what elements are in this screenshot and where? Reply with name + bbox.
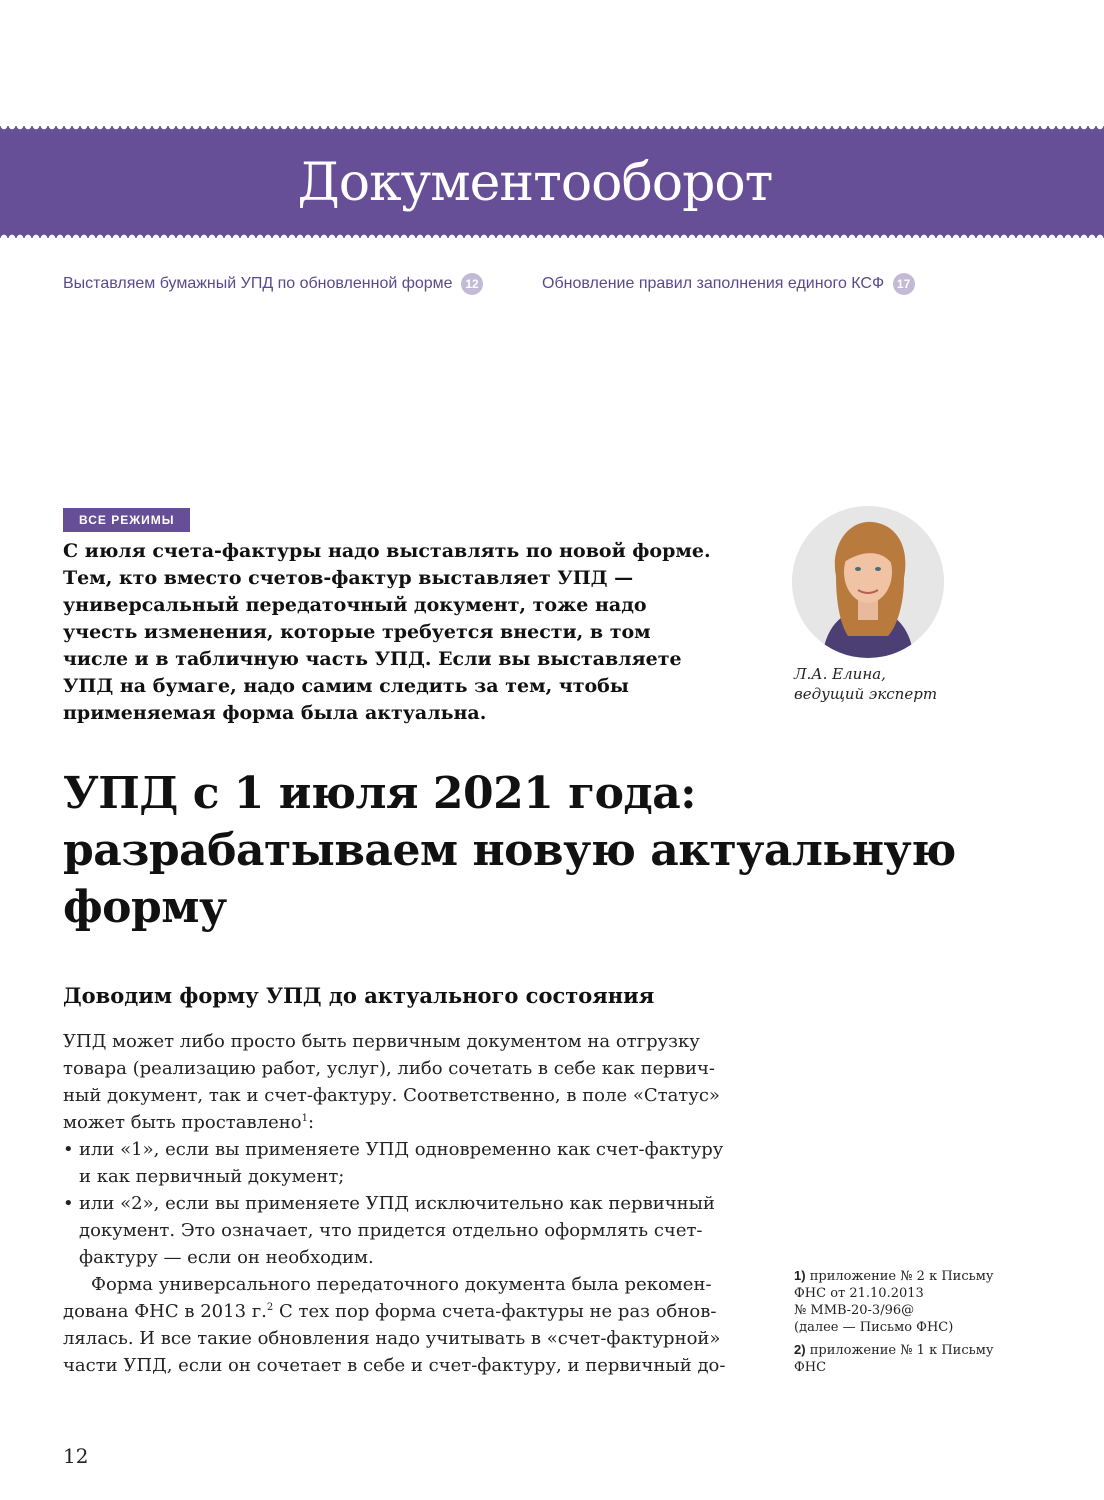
bullet-item <box>63 1136 753 1190</box>
body-text: : <box>307 1112 315 1133</box>
section-title: Документооборот <box>297 153 773 213</box>
page-number: 12 <box>63 1444 89 1468</box>
footnote-line: ФНС <box>794 1360 827 1375</box>
footnote-text: приложение № 2 к Письму <box>809 1269 994 1284</box>
author-role: ведущий эксперт <box>794 685 938 703</box>
title-line: форму <box>63 882 227 933</box>
body-line: УПД может либо просто быть первичным документом на отгрузку <box>63 1031 700 1052</box>
banner-scalloped-edge-bottom <box>0 234 1104 242</box>
footnote-line: № ММВ-20-3/96@ <box>794 1303 915 1318</box>
footnote-number: 2) <box>794 1342 806 1357</box>
footnote-line: (далее — Письмо ФНС) <box>794 1320 954 1335</box>
body-line: • или «2», если вы применяете УПД исключительно как первичный <box>79 1193 715 1214</box>
author-photo <box>792 506 944 658</box>
lead-line: Тем, кто вместо счетов-фактур выставляет УПД — <box>63 567 634 589</box>
cross-ref-1[interactable] <box>63 273 483 295</box>
article-body <box>63 1028 753 1379</box>
body-text: дована ФНС в 2013 г. <box>63 1301 267 1322</box>
regime-tag: ВСЕ РЕЖИМЫ <box>63 508 190 532</box>
body-line: • или «1», если вы применяете УПД одновременно как счет-фактуру <box>79 1139 724 1160</box>
author-caption <box>794 664 937 704</box>
footnote-text: приложение № 1 к Письму <box>809 1343 994 1358</box>
lead-line: С июля счета-фактуры надо выставлять по новой форме. <box>63 540 711 562</box>
footnote-number: 1) <box>794 1268 806 1283</box>
author-name: Л.А. Елина, <box>794 665 886 683</box>
lead-line: числе и в табличную часть УПД. Если вы выставляете <box>63 648 682 670</box>
cross-ref-page-badge: 12 <box>461 273 483 295</box>
lead-line: универсальный передаточный документ, тоже надо <box>63 594 647 616</box>
body-line: части УПД, если он сочетает в себе и счет-фактуру, и первичный до- <box>63 1355 726 1376</box>
footnote-line <box>794 1341 1024 1359</box>
section-subheading: Доводим форму УПД до актуального состояния <box>63 983 655 1008</box>
footnote-2 <box>794 1341 1024 1376</box>
footnote-ref[interactable]: 2 <box>266 1302 274 1313</box>
lead-line: учесть изменения, которые требуется внести, в том <box>63 621 651 643</box>
lead-line: применяемая форма была актуальна. <box>63 702 487 724</box>
section-banner <box>0 126 1104 238</box>
body-text: С тех пор форма счета-фактуры не раз обнов- <box>273 1301 717 1322</box>
bullet-item <box>63 1190 753 1271</box>
title-line: УПД с 1 июля 2021 года: <box>63 768 697 819</box>
body-line <box>63 1109 753 1136</box>
cross-ref-2[interactable] <box>542 273 915 295</box>
body-line: фактуру — если он необходим. <box>79 1247 374 1268</box>
banner-scalloped-edge-top <box>0 122 1104 130</box>
body-line: товара (реализацию работ, услуг), либо сочетать в себе как первич- <box>63 1058 715 1079</box>
body-line: документ. Это означает, что придется отдельно оформлять счет- <box>79 1220 703 1241</box>
footnote-1 <box>794 1267 1024 1336</box>
cross-ref-page-badge: 17 <box>893 273 915 295</box>
cross-ref-label: Обновление правил заполнения единого КСФ <box>542 275 885 293</box>
body-line: и как первичный документ; <box>79 1166 345 1187</box>
body-line: ный документ, так и счет-фактуру. Соответственно, в поле «Статус» <box>63 1085 720 1106</box>
author-portrait-icon <box>792 506 944 658</box>
body-line <box>63 1298 753 1325</box>
title-line: разрабатываем новую актуальную <box>63 825 956 876</box>
body-line: Форма универсального передаточного документа была рекомен- <box>91 1274 712 1295</box>
article-title <box>63 765 956 936</box>
cross-ref-label: Выставляем бумажный УПД по обновленной форме <box>63 275 453 293</box>
footnote-ref[interactable]: 1 <box>301 1113 308 1124</box>
footnote-line <box>794 1267 1024 1285</box>
body-line: лялась. И все такие обновления надо учитывать в «счет-фактурной» <box>63 1328 721 1349</box>
footnote-line: ФНС от 21.10.2013 <box>794 1286 924 1301</box>
article-lead <box>63 538 743 727</box>
body-text: может быть проставлено <box>63 1112 302 1133</box>
lead-line: УПД на бумаге, надо самим следить за тем, чтобы <box>63 675 629 697</box>
